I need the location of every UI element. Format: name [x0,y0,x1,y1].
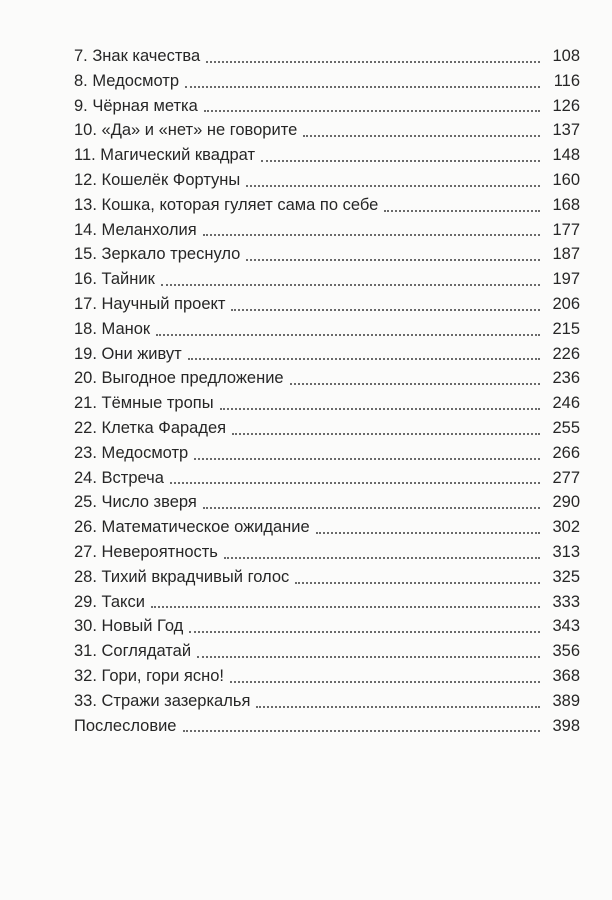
toc-entry [74,168,580,193]
toc-entry-page-number: 236 [552,369,580,388]
toc-entry-page-number: 368 [552,666,580,685]
toc-entry-title: 23. Медосмотр [74,443,189,462]
dot-leader [185,86,540,88]
toc-entry [74,242,580,267]
toc-entry [74,689,580,714]
dot-leader [206,61,540,63]
toc-entry [74,490,580,515]
dot-leader [203,234,540,236]
dot-leader [246,185,540,187]
toc-entry-page-number: 313 [552,542,580,561]
dot-leader [261,160,540,162]
toc-entry-title: 33. Стражи зазеркалья [74,691,251,710]
dot-leader [197,656,540,658]
toc-entry-page-number: 333 [552,592,580,611]
toc-entry-page-number: 389 [552,691,580,710]
toc-entry [74,267,580,292]
dot-leader [295,582,540,584]
dot-leader [246,259,540,261]
toc-entry [74,94,580,119]
dot-leader [384,210,540,212]
toc-entry-page-number: 148 [552,146,580,165]
toc-entry-title: 13. Кошка, которая гуляет сама по себе [74,195,379,214]
toc-entry-title: Послесловие [74,716,177,735]
toc-entry [74,664,580,689]
toc-entry-page-number: 137 [552,121,580,140]
toc-entry-title: 14. Меланхолия [74,220,197,239]
dot-leader [316,532,540,534]
toc-entry-title: 15. Зеркало треснуло [74,245,241,264]
toc-entry-page-number: 116 [553,71,580,90]
toc-entry [74,143,580,168]
toc-entry [74,366,580,391]
toc-entry-title: 20. Выгодное предложение [74,369,284,388]
toc-entry-page-number: 356 [552,642,580,661]
toc-entry-title: 28. Тихий вкрадчивый голос [74,567,290,586]
dot-leader [303,135,540,137]
dot-leader [170,482,540,484]
dot-leader [183,730,541,732]
toc-entry-title: 10. «Да» и «нет» не говорите [74,121,298,140]
toc-entry-page-number: 325 [552,567,580,586]
toc-entry [74,69,580,94]
toc-entry-page-number: 168 [552,195,580,214]
dot-leader [220,408,540,410]
dot-leader [194,458,540,460]
toc-entry-title: 7. Знак качества [74,47,201,65]
toc-entry [74,714,580,739]
toc-entry-title: 16. Тайник [74,270,155,289]
table-of-contents [74,44,580,738]
dot-leader [224,557,540,559]
toc-entry [74,391,580,416]
toc-entry-title: 9. Чёрная метка [74,96,198,115]
dot-leader [232,433,540,435]
toc-entry-title: 18. Манок [74,319,151,338]
toc-entry [74,193,580,218]
toc-entry-title: 29. Такси [74,592,145,611]
toc-entry-title: 19. Они живут [74,344,182,363]
dot-leader [188,358,540,360]
toc-entry-page-number: 266 [552,443,580,462]
toc-entry [74,540,580,565]
toc-entry-page-number: 290 [552,493,580,512]
toc-entry-page-number: 215 [552,319,580,338]
toc-entry-page-number: 108 [552,47,580,65]
toc-entry-page-number: 160 [552,170,580,189]
toc-entry [74,466,580,491]
toc-entry-title: 30. Новый Год [74,617,184,636]
toc-entry-page-number: 343 [552,617,580,636]
toc-entry [74,590,580,615]
toc-entry-title: 11. Магический квадрат [74,146,256,165]
toc-entry-title: 27. Невероятность [74,542,218,561]
toc-entry-title: 8. Медосмотр [74,71,180,90]
toc-entry [74,416,580,441]
toc-entry-page-number: 177 [552,220,580,239]
dot-leader [231,309,540,311]
toc-entry-title: 12. Кошелёк Фортуны [74,170,241,189]
toc-entry-title: 26. Математическое ожидание [74,518,310,537]
dot-leader [189,631,540,633]
toc-entry-page-number: 226 [552,344,580,363]
toc-entry [74,565,580,590]
toc-entry [74,292,580,317]
dot-leader [151,606,540,608]
toc-entry-page-number: 187 [552,245,580,264]
toc-entry-page-number: 126 [552,96,580,115]
toc-entry [74,118,580,143]
toc-entry-title: 25. Число зверя [74,493,197,512]
toc-entry-page-number: 255 [552,418,580,437]
toc-entry-title: 21. Тёмные тропы [74,394,214,413]
toc-entry [74,342,580,367]
toc-entry-page-number: 398 [552,716,580,735]
toc-entry-title: 17. Научный проект [74,294,226,313]
dot-leader [203,507,540,509]
toc-entry-page-number: 206 [552,294,580,313]
dot-leader [230,681,540,683]
toc-entry [74,44,580,69]
dot-leader [156,334,540,336]
toc-entry-title: 32. Гори, гори ясно! [74,666,224,685]
toc-entry [74,317,580,342]
dot-leader [290,383,540,385]
toc-entry-page-number: 277 [552,468,580,487]
dot-leader [204,110,540,112]
toc-entry [74,515,580,540]
dot-leader [256,706,540,708]
toc-entry-page-number: 302 [552,518,580,537]
toc-entry [74,441,580,466]
toc-entry [74,218,580,243]
toc-entry-title: 22. Клетка Фарадея [74,418,227,437]
toc-entry-page-number: 197 [552,270,580,289]
toc-entry-title: 24. Встреча [74,468,164,487]
toc-entry-page-number: 246 [552,394,580,413]
toc-entry-title: 31. Соглядатай [74,642,192,661]
dot-leader [161,284,540,286]
toc-entry [74,639,580,664]
toc-entry [74,614,580,639]
